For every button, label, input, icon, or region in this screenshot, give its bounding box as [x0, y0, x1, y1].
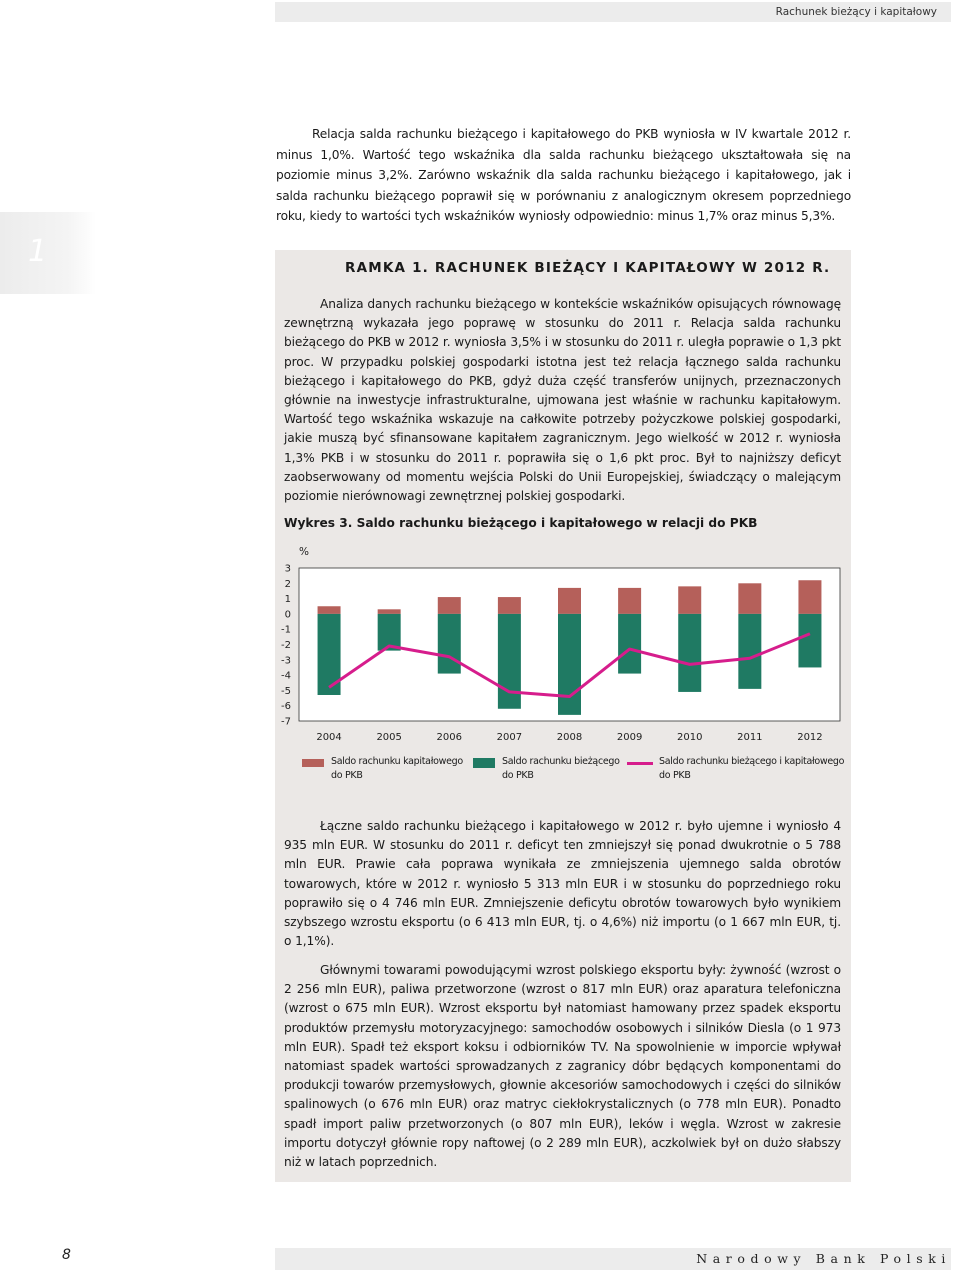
- chart-bar-capital: [558, 588, 581, 614]
- chart-xtick-label: 2009: [616, 732, 643, 743]
- chart-ytick-label: 2: [284, 578, 291, 590]
- legend-swatch-combined: [627, 762, 653, 765]
- chart-bar-current: [798, 614, 821, 668]
- chart-ytick-label: -3: [281, 655, 291, 667]
- legend-combined-line2: do PKB: [659, 770, 691, 781]
- chart-ytick-label: -6: [281, 701, 291, 713]
- running-header: [275, 2, 951, 22]
- chart-bar-current: [438, 614, 461, 674]
- chart-title: Wykres 3. Saldo rachunku bieżącego i kapitałowego w relacji do PKB: [284, 516, 758, 530]
- legend-capital: [331, 755, 463, 783]
- chart-bar-capital: [678, 586, 701, 614]
- page-number: 8: [62, 1247, 71, 1263]
- running-header-title: Rachunek bieżący i kapitałowy: [775, 6, 937, 18]
- chart-bar-current: [498, 614, 521, 709]
- legend-swatch-capital: [302, 759, 324, 767]
- chart-bar-capital: [738, 583, 761, 614]
- chart-bar-current: [678, 614, 701, 692]
- chart-bar-capital: [798, 580, 821, 614]
- chart-ylabel: %: [299, 546, 309, 558]
- box-paragraph-1: Analiza danych rachunku bieżącego w kontekście wskaźników opisujących równowagę zewnętrzną wykazała jego poprawę w stosunku do 2011 r. Relacja salda rachunku bieżącego do PKB w 2012 r. wyniosła 3,5% i w stosunku do 2011 r. uległa poprawie o 1,3 pkt proc. W przypadku polskiej gospodarki istotna jest też relacja łącznego salda rachunku bieżącego i kapitałowego do PKB, gdyż duża część transferów unijnych, przeznaczonych głównie na inwestycje infrastrukturalne, ujmowana jest właśnie w rachunku kapitałowym. Wartość tego wskaźnika wskazuje na całkowite potrzeby pożyczkowe polskiej gospodarki, jakie muszą być sfinansowane kapitałem zagranicznym. Jego wielkość w 2012 r. wyniosła 1,3% PKB i w stosunku do 2011 r. poprawiła się o 1,6 pkt proc. Był to najniższy deficyt zaobserwowany od momentu wejścia Polski do Unii Europejskiej, świadczący o malejącym poziomie nierównowagi zewnętrznej polskiej gospodarki.: [284, 297, 841, 504]
- legend-capital-line2: do PKB: [331, 770, 363, 781]
- chart-xtick-label: 2012: [797, 732, 823, 743]
- legend-combined-line1: Saldo rachunku bieżącego i kapitałowego: [659, 756, 845, 767]
- chart-ytick-label: -1: [281, 624, 291, 636]
- chart-bar-current: [558, 614, 581, 715]
- legend-capital-line1: Saldo rachunku kapitałowego: [331, 756, 463, 767]
- chart-bar-capital: [378, 609, 401, 614]
- footer-publisher: Narodowy Bank Polski: [696, 1251, 951, 1266]
- chart-bar-capital: [438, 597, 461, 614]
- box-ramka-1: [275, 250, 851, 1182]
- chart-xtick-label: 2011: [737, 732, 763, 743]
- chart-ytick-label: -2: [281, 640, 291, 651]
- chart-xtick-label: 2004: [316, 732, 342, 743]
- chart-bar-current: [618, 614, 641, 674]
- chart-bar-capital: [318, 606, 341, 614]
- legend-combined: [659, 755, 844, 783]
- legend-current-line2: do PKB: [502, 770, 534, 781]
- chapter-tab: [0, 212, 96, 294]
- chart-ytick-label: -7: [281, 716, 291, 728]
- chart-ytick-label: 0: [284, 609, 291, 621]
- box-paragraph-2: Łączne saldo rachunku bieżącego i kapitałowego w 2012 r. było ujemne i wyniosło 4 935 mln EUR. W stosunku do 2011 r. deficyt ten zmniejszył się ponad dwukrotnie o 5 788 mln EUR. Prawie cała poprawa wynikała ze zmniejszenia ujemnego salda obrotów towarowych, które w 2012 r. wyniosło 5 313 mln EUR i w stosunku do poprzedniego roku poprawiło się o 4 746 mln EUR. Zmniejszenie deficytu obrotów towarowych było wynikiem szybszego wzrostu eksportu (o 6 413 mln EUR, tj. o 4,6%) niż importu (o 1 667 mln EUR, tj. o 1,1%).: [284, 819, 841, 949]
- chart-ytick-label: 3: [284, 563, 291, 575]
- box-paragraph-3: Głównymi towarami powodującymi wzrost polskiego eksportu były: żywność (wzrost o 2 256 mln EUR), paliwa przetworzone (wzrost o 817 mln EUR) oraz aparatura telefoniczna (wzrost o 675 mln EUR). Wzrost eksportu był natomiast hamowany przez spadek eksportu produktów przemysłu motoryzacyjnego: samochodów osobowych i silników Diesla (o 1 973 mln EUR). Spadł też eksport koksu i odbiorników TV. Na spowolnienie w imporcie wpływał natomiast spadek wartości sprowadzanych z zagranicy dóbr będących komponentami do produkcji towarów przemysłowych, głownie akcesoriów samochodowych i części do silników spalinowych (o 676 mln EUR) oraz matryc ciekłokrystalicznych (o 778 mln EUR). Ponadto spadł import paliw przetworzonych (o 807 mln EUR), leków i węgla. Wzrost w zakresie importu dotyczył głównie ropy naftowej (o 2 289 mln EUR), aczkolwiek był on dużo słabszy niż w latach poprzednich.: [284, 963, 841, 1170]
- chapter-number: 1: [28, 234, 48, 269]
- legend-swatch-current: [473, 758, 495, 768]
- chart-ytick-label: 1: [284, 594, 291, 606]
- intro-paragraph: Relacja salda rachunku bieżącego i kapitałowego do PKB wyniosła w IV kwartale 2012 r. minus 1,0%. Wartość tego wskaźnika dla salda rachunku bieżącego ukształtowała się na poziomie minus 3,2%. Zarówno wskaźnik dla salda rachunku bieżącego i kapitałowego, jak i salda rachunku bieżącego poprawił się w porównaniu z analogicznym okresem poprzedniego roku, kiedy to wartości tych wskaźników wyniosły odpowiednio: minus 1,7% oraz minus 5,3%.: [276, 127, 851, 223]
- legend-current-line1: Saldo rachunku bieżącego: [502, 756, 620, 767]
- chart-xtick-label: 2010: [676, 732, 703, 743]
- chart-ytick-label: -5: [281, 685, 291, 697]
- footer-bar: [275, 1248, 951, 1270]
- chart-xtick-label: 2006: [436, 732, 463, 743]
- chart-bar-current: [738, 614, 761, 689]
- chart-xtick-label: 2007: [496, 732, 523, 743]
- legend-current: [502, 755, 620, 783]
- box-title: RAMKA 1. RACHUNEK BIEŻĄCY I KAPITAŁOWY W 2012 R.: [345, 260, 831, 276]
- chart-bar-capital: [618, 588, 641, 614]
- chart-xtick-label: 2005: [376, 732, 402, 743]
- chart-xtick-label: 2008: [556, 732, 583, 743]
- chart-ytick-label: -4: [281, 670, 291, 682]
- chart-bar-capital: [498, 597, 521, 614]
